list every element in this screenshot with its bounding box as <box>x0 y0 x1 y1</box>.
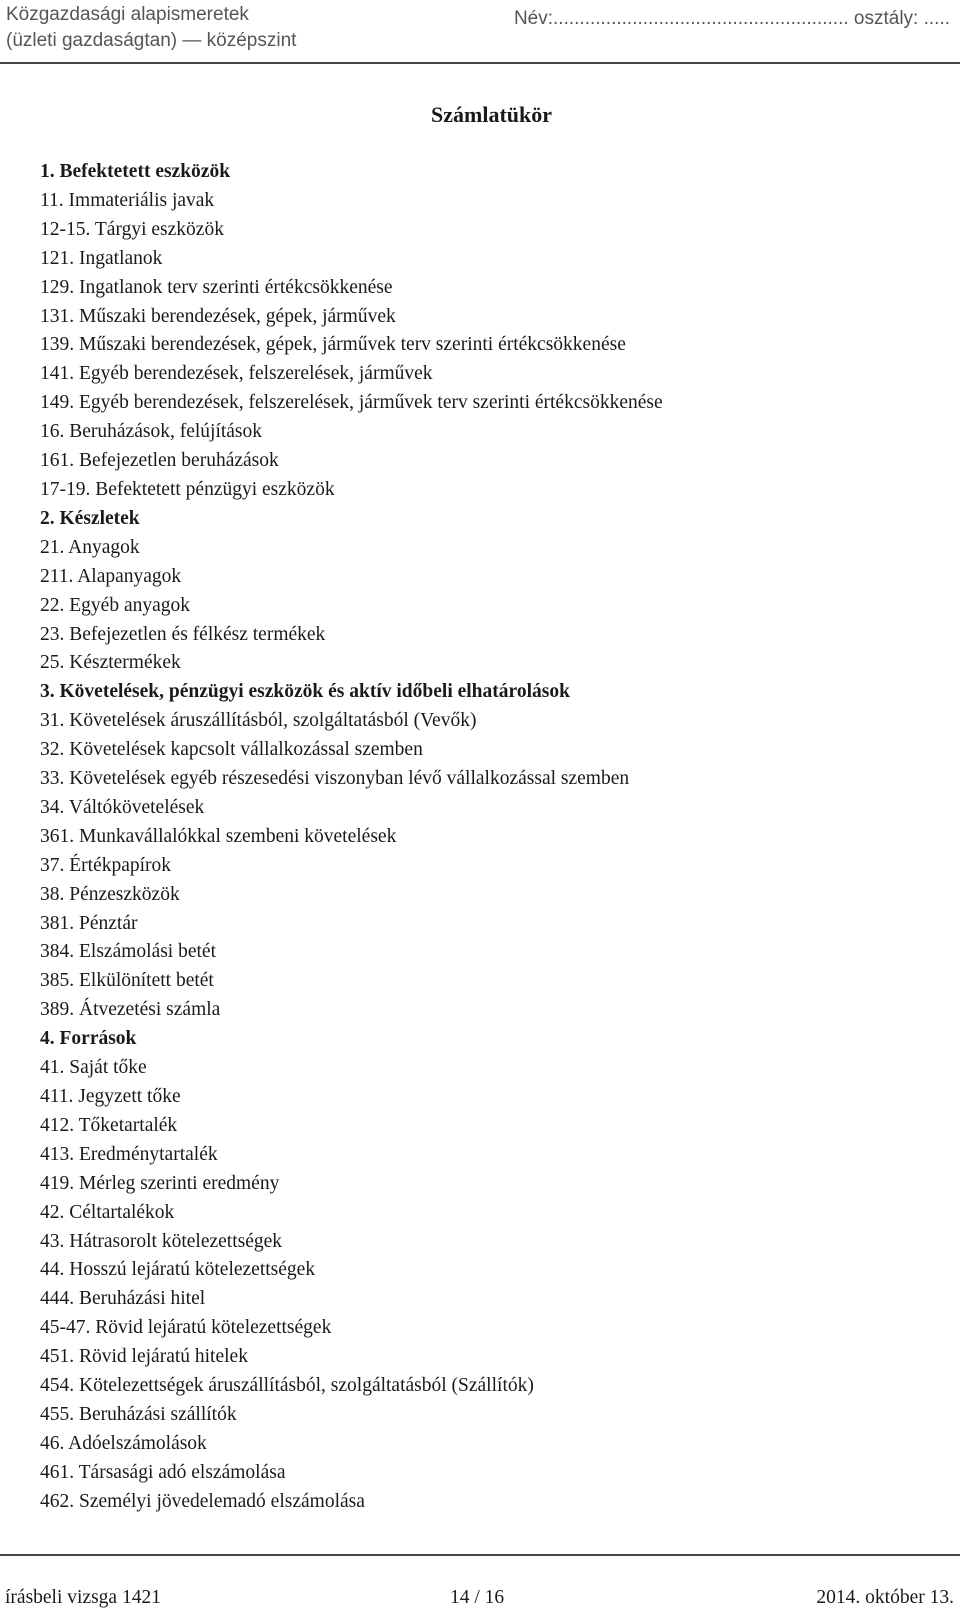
header-divider <box>0 62 960 64</box>
account-item: 32. Követelések kapcsolt vállalkozással szemben <box>40 739 423 761</box>
account-group-heading: 4. Források <box>40 1028 137 1050</box>
account-group-heading: 2. Készletek <box>40 507 140 529</box>
account-item: 361. Munkavállalókkal szembeni követelések <box>40 825 397 847</box>
account-item: 411. Jegyzett tőke <box>40 1086 181 1107</box>
header-subject-line1: Közgazdasági alapismeretek <box>6 4 249 25</box>
account-item: 44. Hosszú lejáratú kötelezettségek <box>40 1259 316 1281</box>
chart-of-accounts-list <box>40 158 663 1517</box>
footer-page-number: 14 / 16 <box>450 1587 505 1608</box>
account-item: 25. Késztermékek <box>40 652 181 674</box>
account-item: 461. Társasági adó elszámolása <box>40 1461 286 1483</box>
account-item: 23. Befejezetlen és félkész termékek <box>40 623 326 645</box>
page-header <box>0 0 960 66</box>
account-item: 384. Elszámolási betét <box>40 941 216 963</box>
account-item: 462. Személyi jövedelemadó elszámolása <box>40 1490 365 1512</box>
account-item: 139. Műszaki berendezések, gépek, járművek terv szerinti értékcsökkenése <box>40 334 626 356</box>
account-item: 413. Eredménytartalék <box>40 1143 218 1165</box>
header-subject-line2: (üzleti gazdaságtan) — középszint <box>6 30 297 51</box>
account-item: 389. Átvezetési számla <box>40 999 221 1021</box>
account-item: 444. Beruházási hitel <box>40 1288 206 1310</box>
footer-exam-label: írásbeli vizsga 1421 <box>5 1587 161 1608</box>
account-item: 121. Ingatlanok <box>40 247 163 269</box>
account-item: 45-47. Rövid lejáratú kötelezettségek <box>40 1317 332 1339</box>
account-group-heading: 3. Követelések, pénzügyi eszközök és aktív időbeli elhatárolások <box>40 681 570 703</box>
account-item: 42. Céltartalékok <box>40 1201 175 1223</box>
account-item: 22. Egyéb anyagok <box>40 594 191 616</box>
account-item: 149. Egyéb berendezések, felszerelések, járművek terv szerinti értékcsökkenése <box>40 392 663 414</box>
account-item: 11. Immateriális javak <box>40 189 215 211</box>
account-item: 41. Saját tőke <box>40 1057 147 1079</box>
account-item: 21. Anyagok <box>40 536 140 558</box>
account-item: 34. Váltókövetelések <box>40 796 205 818</box>
page-title <box>0 101 960 129</box>
account-item: 451. Rövid lejáratú hitelek <box>40 1346 248 1368</box>
account-item: 31. Követelések áruszállításból, szolgáltatásból (Vevők) <box>40 710 477 732</box>
account-item: 455. Beruházási szállítók <box>40 1403 237 1425</box>
account-item: 16. Beruházások, felújítások <box>40 421 263 443</box>
account-item: 419. Mérleg szerinti eredmény <box>40 1172 280 1194</box>
account-item: 17-19. Befektetett pénzügyi eszközök <box>40 478 335 500</box>
account-item: 46. Adóelszámolások <box>40 1432 207 1454</box>
account-item: 12-15. Tárgyi eszközök <box>40 218 224 240</box>
account-item: 385. Elkülönített betét <box>40 970 214 992</box>
footer-divider <box>0 1554 960 1556</box>
header-subject <box>6 2 296 54</box>
account-item: 381. Pénztár <box>40 912 138 934</box>
account-item: 161. Befejezetlen beruházások <box>40 450 279 472</box>
account-item: 131. Műszaki berendezések, gépek, járművek <box>40 305 396 327</box>
account-item: 141. Egyéb berendezések, felszerelések, járművek <box>40 363 433 385</box>
account-group-heading: 1. Befektetett eszközök <box>40 161 231 182</box>
account-item: 454. Kötelezettségek áruszállításból, szolgáltatásból (Szállítók) <box>40 1375 534 1397</box>
account-item: 33. Követelések egyéb részesedési viszonyban lévő vállalkozással szemben <box>40 768 630 790</box>
account-item: 129. Ingatlanok terv szerinti értékcsökkenése <box>40 276 393 298</box>
footer-date: 2014. október 13. <box>816 1587 954 1608</box>
account-item: 38. Pénzeszközök <box>40 883 180 905</box>
page-title-text: Számlatükör <box>431 102 552 127</box>
account-item: 37. Értékpapírok <box>40 854 172 876</box>
account-item: 412. Tőketartalék <box>40 1114 178 1136</box>
header-name-class-field: Név:........................................................ osztály: ..... <box>513 8 950 29</box>
account-item: 211. Alapanyagok <box>40 565 182 587</box>
account-item: 43. Hátrasorolt kötelezettségek <box>40 1230 283 1252</box>
